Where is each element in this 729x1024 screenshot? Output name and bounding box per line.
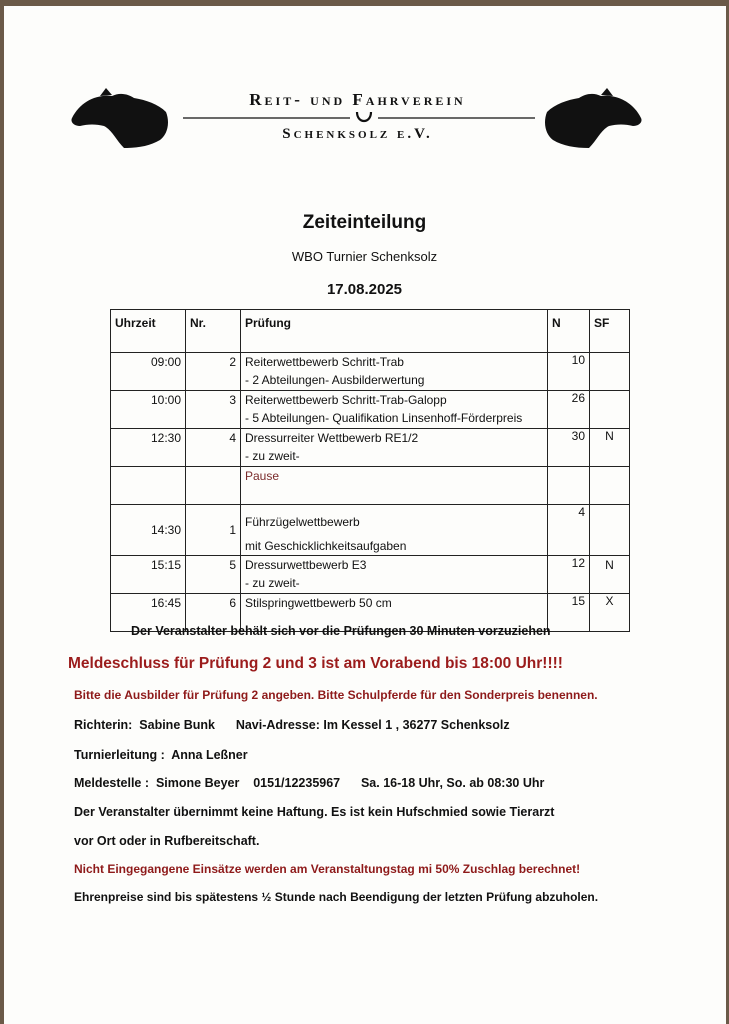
table-row-pause: [111, 467, 630, 505]
header-sf: SF: [590, 310, 630, 353]
event-date: 17.08.2025: [326, 281, 403, 298]
cell-n: 12: [548, 556, 590, 594]
header-pruefung: Prüfung: [241, 310, 548, 353]
header-nr: Nr.: [186, 310, 241, 353]
prizes-notice: Ehrenpreise sind bis spätestens ½ Stunde nach Beendigung der letzten Prüfung abzuholen.: [74, 890, 599, 904]
horseshoe-icon: [357, 112, 371, 121]
cell-time: 14:30: [111, 505, 186, 556]
tournament-management: Turnierleitung : Anna Leßner: [74, 748, 248, 762]
cell-pruefung: Stilspringwettbewerb 50 cm: [241, 594, 548, 632]
cell-n: [548, 467, 590, 505]
deadline-notice: Meldeschluss für Prüfung 2 und 3 ist am Vorabend bis 18:00 Uhr!!!!: [68, 655, 563, 672]
header-time: Uhrzeit: [111, 310, 186, 353]
table-header-row: [111, 310, 630, 353]
cell-time: 10:00: [111, 391, 186, 429]
cell-n: 30: [548, 429, 590, 467]
cell-time: 15:15: [111, 556, 186, 594]
cell-sf: [590, 467, 630, 505]
cell-pruefung: Führzügelwettbewerb mit Geschicklichkeitsaufgaben: [241, 505, 548, 556]
cell-pruefung: Reiterwettbewerb Schritt-Trab-Galopp - 5 Abteilungen- Qualifikation Linsenhoff-Förderpreis: [241, 391, 548, 429]
registration-office: Meldestelle : Simone Beyer 0151/12235967 Sa. 16-18 Uhr, So. ab 08:30 Uhr: [74, 776, 545, 790]
cell-time: [111, 467, 186, 505]
table-row: [111, 429, 630, 467]
cell-sf: [590, 391, 630, 429]
cell-nr: 3: [186, 391, 241, 429]
cell-nr: 1: [186, 505, 241, 556]
cell-n: 26: [548, 391, 590, 429]
horse-head-left-icon: [71, 88, 168, 148]
cell-n: 4: [548, 505, 590, 556]
table-row: [111, 505, 630, 556]
cell-sf: [590, 505, 630, 556]
liability-line1: Der Veranstalter übernimmt keine Haftung. Es ist kein Hufschmied sowie Tierarzt: [74, 805, 555, 819]
cell-pruefung: Dressurwettbewerb E3 - zu zweit-: [241, 556, 548, 594]
cell-sf: N: [590, 556, 630, 594]
cell-time: 12:30: [111, 429, 186, 467]
cell-nr: 2: [186, 353, 241, 391]
cell-sf: [590, 353, 630, 391]
table-row: [111, 353, 630, 391]
cell-n: 10: [548, 353, 590, 391]
page-subtitle: WBO Turnier Schenksolz: [291, 249, 438, 264]
schedule-table: [110, 309, 630, 632]
cell-pruefung: Dressurreiter Wettbewerb RE1/2 - zu zweit-: [241, 429, 548, 467]
pause-label: Pause: [245, 469, 280, 483]
horse-head-right-icon: [545, 88, 642, 148]
cell-sf: X: [590, 594, 630, 632]
table-row: [111, 391, 630, 429]
header-n: N: [548, 310, 590, 353]
cell-nr: 6: [186, 594, 241, 632]
page-title: Zeiteinteilung: [302, 212, 427, 233]
instructor-notice: Bitte die Ausbilder für Prüfung 2 angeben. Bitte Schulpferde für den Sonderpreis benennen.: [74, 688, 598, 702]
cell-nr: 4: [186, 429, 241, 467]
organizer-note: Der Veranstalter behält sich vor die Prüfungen 30 Minuten vorzuziehen: [131, 624, 551, 638]
liability-line2: vor Ort oder in Rufbereitschaft.: [74, 834, 260, 848]
cell-sf: N: [590, 429, 630, 467]
table-row: [111, 556, 630, 594]
cell-time: 16:45: [111, 594, 186, 632]
cell-nr: [186, 467, 241, 505]
cell-pruefung: [241, 467, 548, 505]
cell-nr: 5: [186, 556, 241, 594]
cell-n: 15: [548, 594, 590, 632]
cell-time: 09:00: [111, 353, 186, 391]
club-name: Reit- und Fahrverein: [249, 90, 466, 109]
surcharge-notice: Nicht Eingegangene Einsätze werden am Veranstaltungstag mi 50% Zuschlag berechnet!: [74, 862, 581, 876]
cell-pruefung: Reiterwettbewerb Schritt-Trab - 2 Abteilungen- Ausbilderwertung: [241, 353, 548, 391]
judge-address: Richterin: Sabine Bunk Navi-Adresse: Im Kessel 1 , 36277 Schenksolz: [74, 718, 510, 732]
club-location: Schenksolz e.V.: [282, 126, 433, 142]
